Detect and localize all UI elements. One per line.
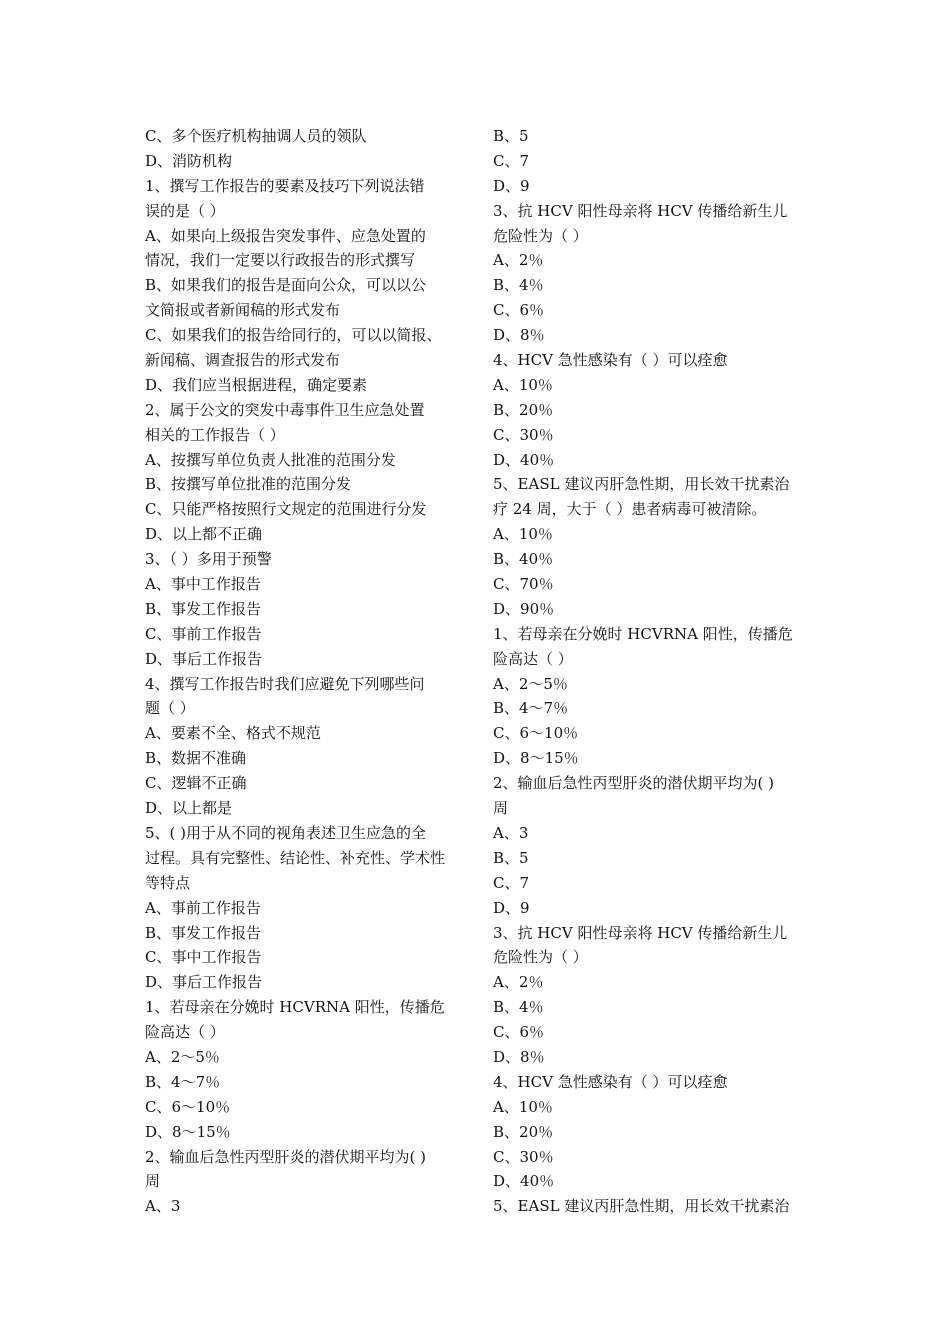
text-line: 4、HCV 急性感染有（ ）可以痊愈 xyxy=(493,1072,728,1091)
text-line: A、3 xyxy=(493,823,529,842)
text-line: D、事后工作报告 xyxy=(145,973,263,992)
text-line: B、按撰写单位批准的范围分发 xyxy=(145,475,352,494)
text-line: C、7 xyxy=(493,873,530,892)
text-line: C、6～10％ xyxy=(493,724,579,743)
text-line: B、4～7％ xyxy=(493,699,569,718)
text-line: B、5 xyxy=(493,848,529,867)
text-line: A、要素不全、格式不规范 xyxy=(145,724,321,743)
text-line: A、3 xyxy=(145,1197,181,1216)
right-text-column xyxy=(493,124,811,1219)
text-line: 2、输血后急性丙型肝炎的潜伏期平均为( ) xyxy=(493,774,775,793)
text-line: D、8～15％ xyxy=(145,1122,231,1141)
text-line: A、2％ xyxy=(493,973,544,992)
text-line: B、4～7％ xyxy=(145,1072,221,1091)
text-line: A、10％ xyxy=(493,525,553,544)
text-line: 相关的工作报告（ ） xyxy=(145,425,285,444)
text-line: B、如果我们的报告是面向公众，可以以公 xyxy=(145,276,427,295)
text-line: C、逻辑不正确 xyxy=(145,774,247,793)
text-line: C、6％ xyxy=(493,301,545,320)
text-line: 2、输血后急性丙型肝炎的潜伏期平均为( ) xyxy=(145,1147,427,1166)
text-line: 情况，我们一定要以行政报告的形式撰写 xyxy=(145,251,416,270)
text-line: 周 xyxy=(145,1172,161,1191)
text-line: 危险性为（ ） xyxy=(493,226,588,245)
text-line: 题（ ） xyxy=(145,699,195,718)
text-line: A、2％ xyxy=(493,251,544,270)
text-line: 5、EASL 建议丙肝急性期，用长效干扰素治 xyxy=(493,1197,790,1216)
text-line: A、按撰写单位负责人批准的范围分发 xyxy=(145,450,396,469)
text-line: C、多个医疗机构抽调人员的领队 xyxy=(145,127,367,145)
text-line: C、事中工作报告 xyxy=(145,948,262,967)
text-line: C、7 xyxy=(493,151,530,170)
text-line: 4、撰写工作报告时我们应避免下列哪些问 xyxy=(145,674,425,693)
text-line: D、以上都是 xyxy=(145,799,233,818)
text-line: 新闻稿、调查报告的形式发布 xyxy=(145,351,341,370)
text-line: 周 xyxy=(493,799,509,818)
text-line: C、6～10％ xyxy=(145,1097,231,1116)
text-line: D、8％ xyxy=(493,1047,545,1066)
text-line: 1、若母亲在分娩时 HCVRNA 阳性，传播危 xyxy=(493,624,793,643)
text-line: A、2～5％ xyxy=(493,674,568,693)
text-line: B、5 xyxy=(493,127,529,145)
text-line: A、10％ xyxy=(493,375,553,394)
text-line: B、20％ xyxy=(493,1122,554,1141)
text-line: 危险性为（ ） xyxy=(493,948,588,967)
text-line: B、40％ xyxy=(493,550,554,569)
text-line: C、如果我们的报告给同行的，可以以简报、 xyxy=(145,326,442,345)
text-line: 3、抗 HCV 阳性母亲将 HCV 传播给新生儿 xyxy=(493,923,788,942)
text-line: A、事中工作报告 xyxy=(145,575,261,594)
text-line: B、数据不准确 xyxy=(145,749,247,768)
text-line: 3、抗 HCV 阳性母亲将 HCV 传播给新生儿 xyxy=(493,201,788,220)
text-line: D、消防机构 xyxy=(145,151,233,170)
text-line: D、事后工作报告 xyxy=(145,649,263,668)
text-line: A、如果向上级报告突发事件、应急处置的 xyxy=(145,226,426,245)
text-line: D、8％ xyxy=(493,326,545,345)
text-line: C、只能严格按照行文规定的范围进行分发 xyxy=(145,500,427,519)
text-line: C、70％ xyxy=(493,575,554,594)
text-line: D、40％ xyxy=(493,1172,555,1191)
text-line: D、90％ xyxy=(493,599,555,618)
text-line: B、4％ xyxy=(493,998,544,1017)
text-line: 1、若母亲在分娩时 HCVRNA 阳性，传播危 xyxy=(145,998,445,1017)
text-line: D、9 xyxy=(493,898,530,917)
text-line: 1、撰写工作报告的要素及技巧下列说法错 xyxy=(145,176,425,195)
text-line: C、事前工作报告 xyxy=(145,624,262,643)
text-line: 过程。具有完整性、结论性、补充性、学术性 xyxy=(145,848,446,867)
text-line: 3、（ ）多用于预警 xyxy=(145,550,272,569)
text-line: 险高达（ ） xyxy=(493,649,573,668)
text-line: 5、( )用于从不同的视角表述卫生应急的全 xyxy=(145,823,427,842)
text-line: 4、HCV 急性感染有（ ）可以痊愈 xyxy=(493,351,728,370)
text-line: D、9 xyxy=(493,176,530,195)
left-text-column xyxy=(145,124,463,1219)
text-line: D、40％ xyxy=(493,450,555,469)
text-line: 文简报或者新闻稿的形式发布 xyxy=(145,301,341,320)
text-line: D、我们应当根据进程，确定要素 xyxy=(145,375,368,394)
text-line: D、以上都不正确 xyxy=(145,525,263,544)
text-line: B、20％ xyxy=(493,400,554,419)
text-line: C、30％ xyxy=(493,1147,554,1166)
text-line: D、8～15％ xyxy=(493,749,579,768)
text-line: 误的是（ ） xyxy=(145,201,225,220)
text-line: A、事前工作报告 xyxy=(145,898,261,917)
text-line: 险高达（ ） xyxy=(145,1023,225,1042)
text-line: C、30％ xyxy=(493,425,554,444)
text-line: B、事发工作报告 xyxy=(145,923,262,942)
text-line: 5、EASL 建议丙肝急性期，用长效干扰素治 xyxy=(493,475,790,494)
text-line: 2、属于公文的突发中毒事件卫生应急处置 xyxy=(145,400,425,419)
text-line: C、6％ xyxy=(493,1023,545,1042)
text-line: B、事发工作报告 xyxy=(145,599,262,618)
text-line: 疗 24 周，大于（ ）患者病毒可被清除。 xyxy=(493,500,767,519)
text-line: B、4％ xyxy=(493,276,544,295)
text-line: A、10％ xyxy=(493,1097,553,1116)
text-line: 等特点 xyxy=(145,873,191,892)
text-line: A、2～5％ xyxy=(145,1047,220,1066)
